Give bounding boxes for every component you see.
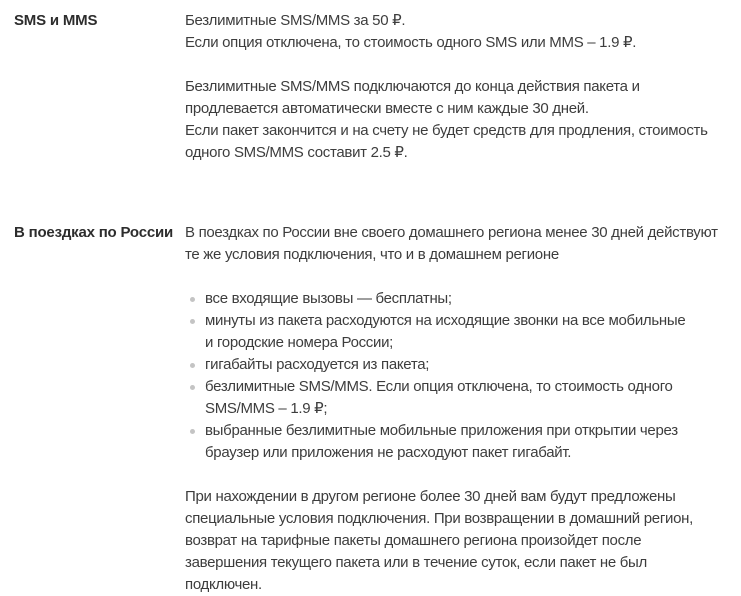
list-item bbox=[185, 376, 741, 420]
text-line: При нахождении в другом регионе более 30 дней вам будут предложены bbox=[185, 488, 676, 505]
section-label-travel-russia: В поездках по России bbox=[14, 224, 174, 241]
text-line: выбранные безлимитные мобильные приложения при открытии через bbox=[205, 422, 678, 439]
text-line: возврат на тарифные пакеты домашнего региона произойдет после bbox=[185, 532, 642, 549]
text-line: и городские номера России; bbox=[205, 334, 394, 351]
list-item-text bbox=[205, 376, 673, 420]
bullet-icon bbox=[190, 385, 195, 390]
text-line: завершения текущего пакета или в течение суток, если пакет не был bbox=[185, 554, 647, 571]
text-line: SMS/MMS – 1.9 ₽; bbox=[205, 400, 328, 417]
list-item bbox=[185, 288, 741, 310]
list-item-text bbox=[205, 310, 685, 354]
text-line: продлевается автоматически вместе с ним каждые 30 дней. bbox=[185, 100, 589, 117]
bullet-icon bbox=[190, 297, 195, 302]
paragraph bbox=[185, 76, 741, 164]
bullet-icon bbox=[190, 429, 195, 434]
text-line: все входящие вызовы — бесплатны; bbox=[205, 290, 452, 307]
section-content-travel-russia bbox=[185, 222, 741, 596]
paragraph bbox=[185, 10, 741, 54]
list-item bbox=[185, 420, 741, 464]
text-line: Безлимитные SMS/MMS за 50 ₽. bbox=[185, 12, 406, 29]
conditions-bullet-list bbox=[185, 288, 741, 464]
text-line: специальные условия подключения. При возвращении в домашний регион, bbox=[185, 510, 693, 527]
list-item-text bbox=[205, 420, 678, 464]
section-travel-russia bbox=[14, 222, 741, 596]
text-line: те же условия подключения, что и в домашнем регионе bbox=[185, 246, 559, 263]
section-content-sms-mms bbox=[185, 10, 741, 164]
text-line: Если опция отключена, то стоимость одного SMS или MMS – 1.9 ₽. bbox=[185, 34, 637, 51]
text-line: В поездках по России вне своего домашнего региона менее 30 дней действуют bbox=[185, 224, 718, 241]
text-line: Если пакет закончится и на счету не будет средств для продления, стоимость bbox=[185, 122, 708, 139]
text-line: минуты из пакета расходуются на исходящие звонки на все мобильные bbox=[205, 312, 686, 329]
list-item-text bbox=[205, 354, 429, 376]
bullet-icon bbox=[190, 319, 195, 324]
paragraph bbox=[185, 486, 741, 596]
text-line: браузер или приложения не расходуют пакет гигабайт. bbox=[205, 444, 572, 461]
text-line: гигабайты расходуется из пакета; bbox=[205, 356, 430, 373]
text-line: безлимитные SMS/MMS. Если опция отключена, то стоимость одного bbox=[205, 378, 673, 395]
text-line: одного SMS/MMS составит 2.5 ₽. bbox=[185, 144, 408, 161]
list-item-text bbox=[205, 288, 452, 310]
bullet-icon bbox=[190, 363, 195, 368]
list-item bbox=[185, 310, 741, 354]
section-sms-mms bbox=[14, 10, 741, 164]
section-label-sms-mms: SMS и MMS bbox=[14, 12, 98, 29]
text-line: подключен. bbox=[185, 576, 262, 593]
list-item bbox=[185, 354, 741, 376]
text-line: Безлимитные SMS/MMS подключаются до конца действия пакета и bbox=[185, 78, 640, 95]
paragraph bbox=[185, 222, 741, 266]
